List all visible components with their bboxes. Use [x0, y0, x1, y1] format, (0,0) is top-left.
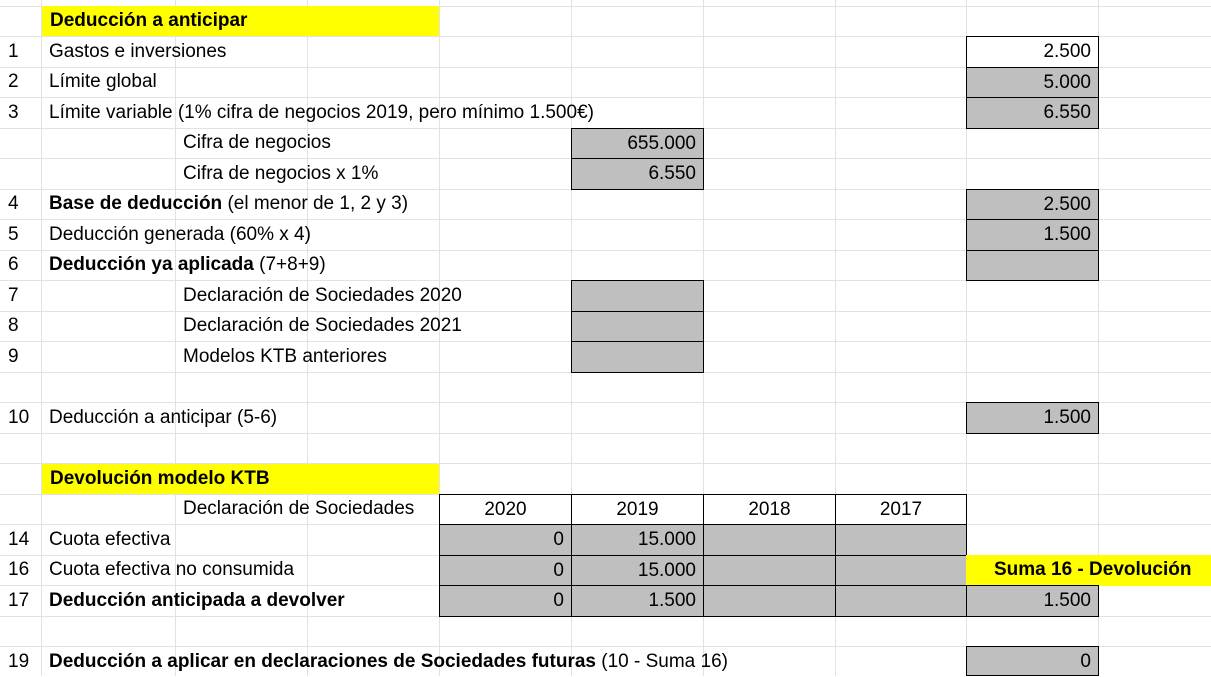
suma-devolucion-label[interactable]: Suma 16 - Devolución: [966, 555, 1211, 586]
deduccion-devolver-2017[interactable]: [835, 585, 967, 617]
deduccion-devolver-2018[interactable]: [703, 585, 836, 617]
value-sociedades-2021[interactable]: [571, 311, 704, 342]
deduccion-devolver-2019[interactable]: 1.500: [571, 585, 704, 617]
row-number: 4: [8, 193, 19, 214]
row-label-deduccion-devolver[interactable]: Deducción anticipada a devolver: [49, 590, 345, 611]
row-label-gastos[interactable]: Gastos e inversiones: [49, 41, 227, 62]
value-limite-global[interactable]: 5.000: [966, 67, 1099, 98]
value-cifra-negocios-1pct[interactable]: 6.550: [571, 158, 704, 190]
row-label-modelos-ktb[interactable]: Modelos KTB anteriores: [183, 346, 387, 367]
section-title-devolucion[interactable]: Devolución modelo KTB: [42, 464, 439, 494]
row-label-cuota-no-consumida[interactable]: Cuota efectiva no consumida: [49, 559, 295, 580]
row-label-deduccion-anticipar[interactable]: Deducción a anticipar (5-6): [49, 407, 278, 428]
value-deduccion-generada[interactable]: 1.500: [966, 219, 1099, 251]
label-bold: Deducción a aplicar en declaraciones de Sociedades futuras: [49, 651, 596, 672]
value-gastos[interactable]: 2.500: [966, 36, 1099, 68]
year-header-2017[interactable]: 2017: [835, 494, 967, 525]
cuota-no-consumida-2019[interactable]: 15.000: [571, 555, 704, 586]
row-label-limite-variable[interactable]: Límite variable (1% cifra de negocios 2019, pero mínimo 1.500€): [49, 102, 594, 123]
row-label-deduccion-generada[interactable]: Deducción generada (60% x 4): [49, 224, 311, 245]
deduccion-devolver-2020[interactable]: 0: [439, 585, 572, 617]
row-label-limite-global[interactable]: Límite global: [49, 71, 157, 92]
label-bold: Base de deducción: [49, 193, 223, 214]
value-base-deduccion[interactable]: 2.500: [966, 189, 1099, 220]
row-label-deduccion-futuras[interactable]: [49, 647, 728, 677]
row-number: 14: [8, 529, 30, 550]
cuota-no-consumida-2017[interactable]: [835, 555, 967, 586]
label-rest: (7+8+9): [253, 254, 326, 275]
deduccion-devolver-total[interactable]: 1.500: [966, 585, 1099, 617]
value-deduccion-futuras[interactable]: 0: [966, 646, 1099, 676]
row-number: 7: [8, 285, 19, 306]
value-sociedades-2020[interactable]: [571, 280, 704, 312]
cuota-efectiva-2018[interactable]: [703, 524, 836, 556]
row-label-sociedades-2021[interactable]: Declaración de Sociedades 2021: [183, 315, 462, 336]
cuota-no-consumida-2018[interactable]: [703, 555, 836, 586]
row-number: 16: [8, 559, 30, 580]
year-header-2019[interactable]: 2019: [571, 494, 704, 525]
value-deduccion-anticipar[interactable]: 1.500: [966, 402, 1099, 434]
row-label-base-deduccion[interactable]: [49, 189, 408, 219]
row-number: 2: [8, 71, 19, 92]
year-header-2018[interactable]: 2018: [703, 494, 836, 525]
value-cifra-negocios[interactable]: 655.000: [571, 128, 704, 159]
gridline: [41, 0, 42, 676]
cuota-efectiva-2017[interactable]: [835, 524, 967, 556]
row-label-deduccion-aplicada[interactable]: [49, 250, 326, 280]
value-deduccion-aplicada[interactable]: [966, 250, 1099, 281]
row-number: 17: [8, 590, 30, 611]
row-number: 1: [8, 41, 19, 62]
label-cifra-negocios[interactable]: Cifra de negocios: [183, 132, 331, 153]
cuota-efectiva-2019[interactable]: 15.000: [571, 524, 704, 556]
row-label-cuota-efectiva[interactable]: Cuota efectiva: [49, 529, 171, 550]
value-modelos-ktb[interactable]: [571, 341, 704, 373]
year-header-2020[interactable]: 2020: [439, 494, 572, 525]
row-number: 3: [8, 102, 19, 123]
row-number: 9: [8, 346, 19, 367]
label-bold: Deducción ya aplicada: [49, 254, 254, 275]
row-number: 5: [8, 224, 19, 245]
row-number: 19: [8, 651, 30, 672]
label-rest: (10 - Suma 16): [595, 651, 728, 672]
label-cifra-negocios-1pct[interactable]: Cifra de negocios x 1%: [183, 163, 379, 184]
row-number: 10: [8, 407, 30, 428]
value-limite-variable[interactable]: 6.550: [966, 97, 1099, 129]
row-number: 8: [8, 315, 19, 336]
header-label-sociedades[interactable]: Declaración de Sociedades: [183, 498, 415, 519]
cuota-efectiva-2020[interactable]: 0: [439, 524, 572, 556]
row-number: 6: [8, 254, 19, 275]
section-title-deduccion[interactable]: Deducción a anticipar: [42, 6, 439, 36]
row-label-sociedades-2020[interactable]: Declaración de Sociedades 2020: [183, 285, 462, 306]
cuota-no-consumida-2020[interactable]: 0: [439, 555, 572, 586]
label-rest: (el menor de 1, 2 y 3): [222, 193, 409, 214]
